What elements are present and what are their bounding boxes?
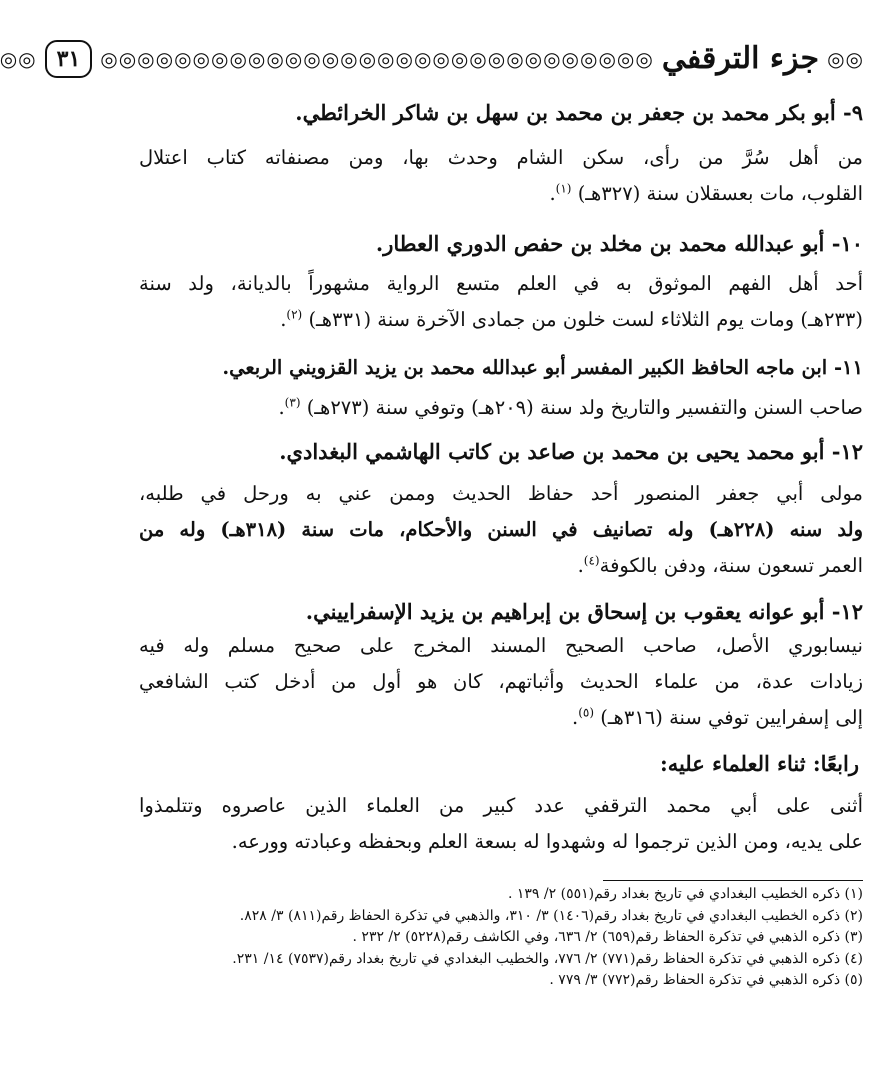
- entry-title: ٩- أبو بكر محمد بن جعفر بن محمد بن سهل بن شاكر الخرائطي.: [295, 100, 863, 125]
- section-title: ثناء العلماء عليه:: [659, 751, 806, 776]
- footnote-item: (٥) ذكره الذهبي في تذكرة الحفاظ رقم(٧٧٢) ٣/ ٧٧٩ .: [549, 972, 863, 988]
- entry-body: [139, 390, 863, 426]
- entry-title: ١٠- أبو عبدالله محمد بن مخلد بن حفص الدوري العطار.: [375, 231, 863, 256]
- text-line: صاحب السنن والتفسير والتاريخ ولد سنة (٢٠٩هـ) وتوفي سنة (٢٧٣هـ) $^{(٣)}$.: [278, 395, 863, 419]
- running-header: [0, 28, 864, 90]
- text-line: القلوب، مات بعسقلان سنة (٣٢٧هـ) $^{(١)}$.: [549, 181, 863, 205]
- entry-body: [139, 476, 863, 584]
- footnote-item: (٤) ذكره الذهبي في تذكرة الحفاظ رقم(٧٧١) ٢/ ٧٧٦، والخطيب البغدادي في تاريخ بغداد رقم(٧٥٣٧) ١٤/ ٢٣١.: [232, 950, 863, 967]
- text-line: العمر تسعون سنة، ودفن بالكوفة$^{(٤)}$.: [577, 553, 863, 577]
- text-line: نيسابوري الأصل، صاحب الصحيح المسند المخرج على صحيح مسلم وله فيه: [139, 634, 863, 657]
- text-line: أثنى على أبي محمد الترقفي عدد كبير من العلماء الذين عاصروه وتتلمذوا: [139, 794, 863, 817]
- footnote-ref[interactable]: (٣): [284, 395, 301, 410]
- footnote-ref[interactable]: (٤): [583, 553, 600, 568]
- entry-body: [139, 628, 863, 736]
- footnote-item: (١) ذكره الخطيب البغدادي في تاريخ بغداد رقم(٥٥١) ٢/ ١٣٩ .: [507, 886, 863, 902]
- entry-title: ١١- ابن ماجه الحافظ الكبير المفسر أبو عبدالله محمد بن يزيد القزويني الربعي.: [222, 356, 863, 379]
- text-line: من أهل سُرَّ من رأى، سكن الشام وحدث بها، ومن مصنفاته كتاب اعتلال: [139, 146, 863, 169]
- footnote-ref[interactable]: (١): [555, 181, 572, 196]
- text-line: (٢٣٣هـ) ومات يوم الثلاثاء لست خلون من جمادى الآخرة سنة (٣٣١هـ) $^{(٢)}$.: [280, 307, 863, 331]
- footnote-item: (٣) ذكره الذهبي في تذكرة الحفاظ رقم(٦٥٩) ٢/ ٦٣٦، وفي الكاشف رقم(٥٢٢٨) ٢/ ٢٣٢ .: [352, 929, 863, 945]
- section-heading: [139, 748, 859, 780]
- entry-body: [139, 266, 863, 338]
- entry-title: ١٢- أبو محمد يحيى بن محمد بن صاعد بن كاتب الهاشمي البغدادي.: [279, 439, 863, 464]
- text-line: على يديه، ومن الذين ترجموا له وشهدوا له بسعة العلم وبحفظه وعبادته وورعه.: [231, 830, 863, 853]
- footnote-ref[interactable]: (٥): [578, 705, 595, 720]
- header-ornament: ◎◎: [0, 47, 37, 71]
- text-line: إلى إسفرايين توفي سنة (٣١٦هـ) $^{(٥)}$.: [572, 705, 863, 729]
- section-label: رابعًا:: [812, 751, 859, 776]
- text-line: مولى أبي جعفر المنصور أحد حفاظ الحديث وممن عني به ورحل في طلبه،: [139, 482, 863, 505]
- header-title: جزء الترقفي: [661, 41, 820, 76]
- page-number: ٣١: [45, 40, 93, 78]
- entry-body: [139, 140, 863, 212]
- text-line: زيادات عدة، من علماء الحديث وأثباتهم، كان هو أول من أدخل كتب الشافعي: [139, 670, 863, 693]
- header-ornament: ◎◎: [827, 47, 864, 71]
- footnotes: [131, 884, 863, 992]
- entry-title: ١٢- أبو عوانه يعقوب بن إسحاق بن إبراهيم بن يزيد الإسفراييني.: [305, 599, 863, 624]
- text-line: أحد أهل الفهم الموثوق به في العلم متسع الرواية مشهوراً بالديانة، ولد سنة: [139, 272, 863, 295]
- section-body: [139, 788, 863, 860]
- footnote-ref[interactable]: (٢): [286, 307, 303, 322]
- footnote-item: (٢) ذكره الخطيب البغدادي في تاريخ بغداد رقم(١٤٠٦) ٣/ ٣١٠، والذهبي في تذكرة الحفاظ رقم(٨١١) ٣/ ٨٢٨.: [239, 907, 863, 924]
- text-line: ولد سنه (٢٢٨هـ) وله تصانيف في السنن والأحكام، مات سنة (٣١٨هـ) وله من: [139, 518, 864, 541]
- footnote-divider: [603, 880, 863, 881]
- header-ornament-band: ◎◎◎◎◎◎◎◎◎◎◎◎◎◎◎◎◎◎◎◎◎◎◎◎◎◎◎◎◎◎: [100, 47, 654, 71]
